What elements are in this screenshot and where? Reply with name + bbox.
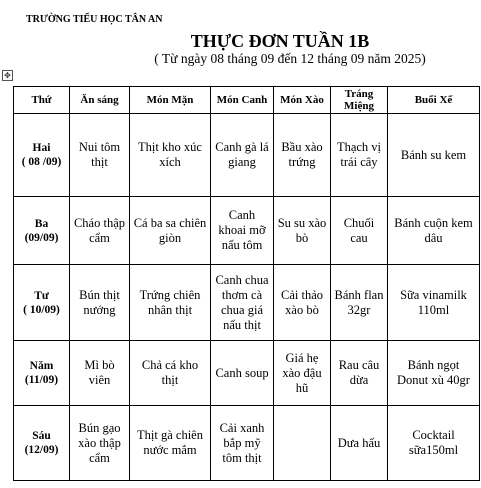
day-name: Ba (34, 217, 49, 230)
menu-cell: Dưa hấu (331, 406, 388, 481)
day-name: Tư (34, 289, 49, 302)
menu-cell: Cải thảo xào bò (274, 265, 331, 341)
menu-cell: Chuối cau (331, 197, 388, 265)
column-header-day: Thứ (14, 87, 70, 114)
menu-cell: Cocktail sữa150ml (388, 406, 480, 481)
day-date: ( 08 /09) (21, 156, 62, 168)
menu-cell: Cá ba sa chiên giòn (130, 197, 211, 265)
weekly-menu-table (13, 86, 480, 481)
menu-cell: Canh soup (211, 341, 274, 406)
menu-cell: Nui tôm thịt (70, 114, 130, 197)
menu-cell: Rau câu dừa (331, 341, 388, 406)
day-name: Hai (32, 142, 51, 154)
table-row (14, 265, 480, 341)
menu-cell: Trứng chiên nhân thịt (130, 265, 211, 341)
day-date: (12/09) (24, 444, 59, 456)
menu-cell: Chả cá kho thịt (130, 341, 211, 406)
table-row (14, 197, 480, 265)
table-move-handle-icon[interactable]: ✥ (2, 70, 13, 81)
day-name: Năm (29, 360, 54, 372)
day-date: (11/09) (24, 374, 59, 386)
menu-cell: Canh khoai mỡ nấu tôm (211, 197, 274, 265)
day-date: ( 10/09) (23, 303, 60, 316)
menu-cell: Canh gà lá giang (211, 114, 274, 197)
column-header-stir-fry: Món Xào (274, 87, 331, 114)
column-header-dessert: Tráng Miệng (331, 87, 388, 114)
menu-cell: Su su xào bò (274, 197, 331, 265)
day-cell (14, 265, 70, 341)
day-name: Sáu (32, 430, 51, 442)
table-row (14, 114, 480, 197)
menu-cell (274, 406, 331, 481)
menu-cell: Bún thịt nướng (70, 265, 130, 341)
column-header-main-dish: Món Mặn (130, 87, 211, 114)
menu-cell: Cháo thập cẩm (70, 197, 130, 265)
menu-cell: Canh chua thơm cà chua giá nấu thịt (211, 265, 274, 341)
column-header-soup: Món Canh (211, 87, 274, 114)
menu-cell: Bún gạo xào thập cẩm (70, 406, 130, 481)
column-header-afternoon-snack: Buổi Xế (388, 87, 480, 114)
menu-cell: Giá hẹ xào đậu hũ (274, 341, 331, 406)
column-header-breakfast: Ăn sáng (70, 87, 130, 114)
menu-cell: Bánh su kem (388, 114, 480, 197)
day-cell (14, 197, 70, 265)
day-date: (09/09) (24, 231, 59, 244)
menu-cell: Bánh ngọt Donut xù 40gr (388, 341, 480, 406)
menu-cell: Thịt kho xúc xích (130, 114, 211, 197)
menu-date-range: ( Từ ngày 08 tháng 09 đến 12 tháng 09 năm 2025) (154, 51, 426, 66)
table-row (14, 341, 480, 406)
day-cell (14, 341, 70, 406)
school-name: TRƯỜNG TIỂU HỌC TÂN AN (26, 14, 163, 25)
header-row (14, 87, 480, 114)
menu-cell: Thạch vị trái cây (331, 114, 388, 197)
menu-cell: Bánh cuộn kem dâu (388, 197, 480, 265)
day-cell (14, 114, 70, 197)
menu-cell: Mì bò viên (70, 341, 130, 406)
menu-cell: Cải xanh bắp mỹ tôm thịt (211, 406, 274, 481)
menu-cell: Sữa vinamilk 110ml (388, 265, 480, 341)
menu-title: THỰC ĐƠN TUẦN 1B (190, 31, 370, 51)
menu-cell: Bầu xào trứng (274, 114, 331, 197)
menu-cell: Bánh flan 32gr (331, 265, 388, 341)
day-cell (14, 406, 70, 481)
menu-cell: Thịt gà chiên nước mắm (130, 406, 211, 481)
table-row (14, 406, 480, 481)
